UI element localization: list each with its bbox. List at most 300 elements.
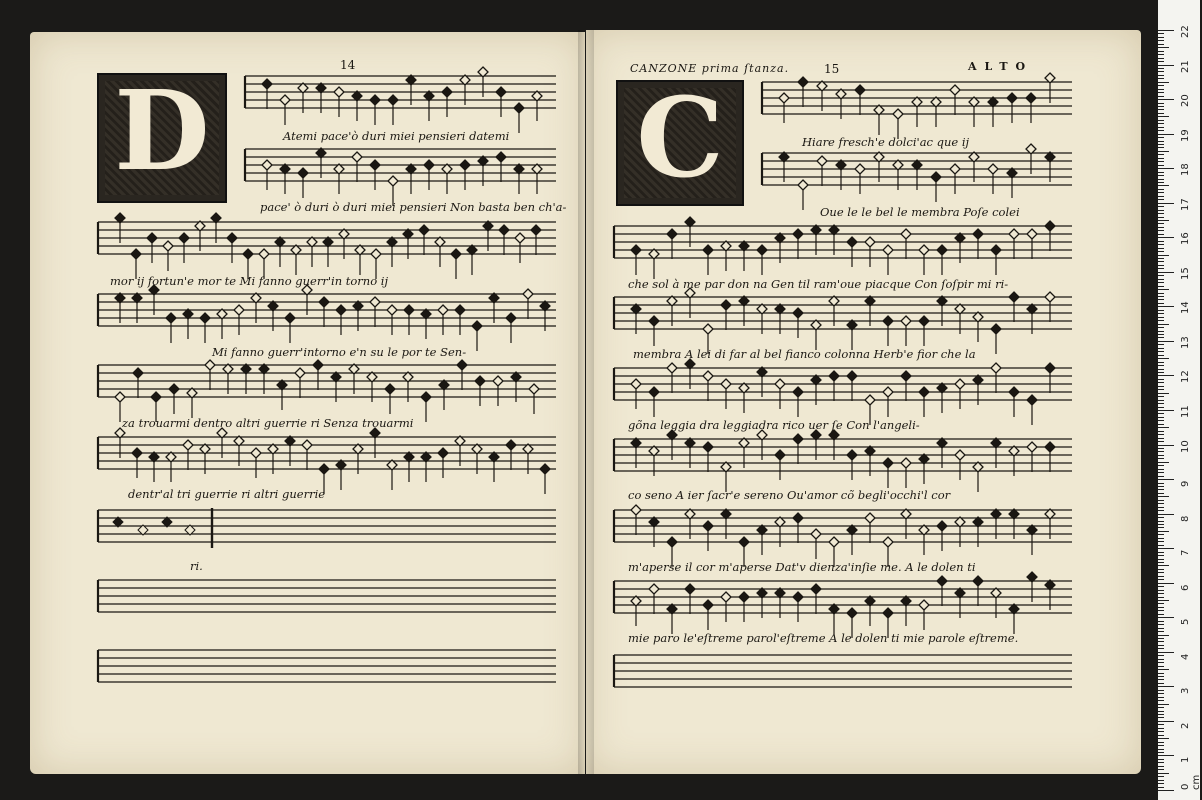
note-head bbox=[319, 297, 329, 307]
ruler-tick bbox=[1158, 68, 1164, 69]
ruler-tick bbox=[1158, 78, 1164, 79]
ruler-number: 3 bbox=[1180, 687, 1191, 695]
ruler-tick bbox=[1158, 559, 1164, 560]
note-head bbox=[703, 442, 713, 452]
ruler-tick bbox=[1158, 237, 1174, 238]
ruler-tick bbox=[1158, 109, 1164, 110]
note-head bbox=[205, 360, 215, 370]
ruler-tick bbox=[1158, 635, 1169, 636]
ruler-tick bbox=[1158, 721, 1174, 722]
ruler-tick bbox=[1158, 621, 1164, 622]
note-head bbox=[847, 608, 857, 618]
left-staff-6 bbox=[98, 428, 556, 494]
ruler-tick bbox=[1158, 261, 1164, 262]
note-head bbox=[955, 379, 965, 389]
left-page-number: 14 bbox=[340, 58, 356, 72]
ruler-tick bbox=[1158, 175, 1164, 176]
ruler-tick bbox=[1158, 351, 1164, 352]
ruler-tick bbox=[1158, 728, 1164, 729]
ruler-tick bbox=[1158, 99, 1174, 100]
ruler-tick bbox=[1158, 738, 1169, 739]
note-head bbox=[531, 225, 541, 235]
ruler-tick bbox=[1158, 348, 1164, 349]
ruler-number: 22 bbox=[1180, 25, 1191, 38]
ruler-tick bbox=[1158, 445, 1174, 446]
note-head bbox=[667, 229, 677, 239]
ruler-tick bbox=[1158, 272, 1174, 273]
ruler-tick bbox=[1158, 365, 1164, 366]
ruler-tick bbox=[1158, 517, 1164, 518]
note-head bbox=[336, 305, 346, 315]
note-head bbox=[540, 464, 550, 474]
ruler-tick bbox=[1158, 472, 1164, 473]
ruler-tick bbox=[1158, 500, 1164, 501]
ruler-tick bbox=[1158, 230, 1164, 231]
ruler-tick bbox=[1158, 206, 1164, 207]
ruler-tick bbox=[1158, 458, 1164, 459]
note-head bbox=[950, 164, 960, 174]
note-head bbox=[475, 376, 485, 386]
ruler-tick bbox=[1158, 690, 1164, 691]
note-head bbox=[991, 324, 1001, 334]
note-head bbox=[387, 305, 397, 315]
note-head bbox=[901, 458, 911, 468]
note-head bbox=[955, 450, 965, 460]
ruler-tick bbox=[1158, 479, 1174, 480]
ruler-tick bbox=[1158, 545, 1164, 546]
ruler-tick bbox=[1158, 144, 1164, 145]
note-head bbox=[901, 316, 911, 326]
note-head bbox=[883, 245, 893, 255]
ruler-tick bbox=[1158, 327, 1164, 328]
ruler-tick bbox=[1158, 358, 1169, 359]
left-staff-2 bbox=[245, 148, 556, 206]
ruler-tick bbox=[1158, 569, 1164, 570]
note-head bbox=[1027, 395, 1037, 405]
ruler-tick bbox=[1158, 521, 1164, 522]
ruler-tick bbox=[1158, 541, 1164, 542]
note-head bbox=[1045, 221, 1055, 231]
ruler-tick bbox=[1158, 303, 1164, 304]
ruler-number: 16 bbox=[1180, 232, 1191, 246]
right-lyric-line-5: gõna leggia dra leggiadra rico uer ſe Con l'angeli- bbox=[628, 418, 920, 432]
note-head bbox=[847, 450, 857, 460]
ruler-tick bbox=[1158, 565, 1169, 566]
initial-letter-c: C bbox=[636, 73, 724, 202]
ruler-tick bbox=[1158, 220, 1169, 221]
note-head bbox=[721, 592, 731, 602]
note-head bbox=[131, 249, 141, 259]
ruler-tick bbox=[1158, 496, 1169, 497]
ruler-tick bbox=[1158, 645, 1164, 646]
note-head bbox=[424, 160, 434, 170]
note-head bbox=[442, 87, 452, 97]
ruler-tick bbox=[1158, 780, 1164, 781]
ruler-tick bbox=[1158, 192, 1164, 193]
right-staff-8 bbox=[614, 572, 1072, 638]
note-head bbox=[883, 458, 893, 468]
note-head bbox=[234, 305, 244, 315]
ruler-tick bbox=[1158, 441, 1164, 442]
note-head bbox=[352, 152, 362, 162]
note-head bbox=[200, 313, 210, 323]
note-head bbox=[721, 379, 731, 389]
note-head bbox=[370, 297, 380, 307]
note-head bbox=[385, 384, 395, 394]
note-head bbox=[703, 600, 713, 610]
note-head bbox=[973, 229, 983, 239]
ruler-tick bbox=[1158, 369, 1164, 370]
ruler-tick bbox=[1158, 686, 1174, 687]
note-head bbox=[649, 316, 659, 326]
ruler-tick bbox=[1158, 141, 1164, 142]
ruler-number: 18 bbox=[1180, 163, 1191, 177]
note-head bbox=[251, 448, 261, 458]
note-head bbox=[1027, 442, 1037, 452]
note-head bbox=[455, 305, 465, 315]
ruler-tick bbox=[1158, 531, 1169, 532]
note-head bbox=[371, 249, 381, 259]
note-head bbox=[649, 387, 659, 397]
ruler-number: 10 bbox=[1180, 439, 1191, 453]
ruler-tick bbox=[1158, 258, 1164, 259]
right-staff-3 bbox=[614, 217, 1072, 279]
ruler-tick bbox=[1158, 607, 1164, 608]
ruler-tick bbox=[1158, 427, 1169, 428]
note-head bbox=[1026, 93, 1036, 103]
note-head bbox=[793, 592, 803, 602]
note-head bbox=[703, 371, 713, 381]
note-head bbox=[811, 584, 821, 594]
ruler-tick bbox=[1158, 317, 1164, 318]
ruler-tick bbox=[1158, 624, 1164, 625]
ruler-tick bbox=[1158, 168, 1174, 169]
ruler-number: 9 bbox=[1180, 480, 1191, 488]
voice-part-label: ALTO bbox=[968, 60, 1034, 73]
ruler-tick bbox=[1158, 711, 1164, 712]
ruler-tick bbox=[1158, 393, 1169, 394]
note-head bbox=[847, 237, 857, 247]
ruler-tick bbox=[1158, 576, 1164, 577]
ruler-tick bbox=[1158, 123, 1164, 124]
ruler-tick bbox=[1158, 324, 1169, 325]
right-lyric-line-6: co seno A ier ſacr'e sereno Ou'amor cõ begli'occhi'l cor bbox=[628, 488, 951, 502]
ruler-tick bbox=[1158, 127, 1164, 128]
ruler-tick bbox=[1158, 210, 1164, 211]
note-head bbox=[919, 600, 929, 610]
note-head bbox=[775, 379, 785, 389]
ruler-tick bbox=[1158, 341, 1174, 342]
ruler-tick bbox=[1158, 548, 1174, 549]
ruler-tick bbox=[1158, 306, 1174, 307]
note-head bbox=[243, 249, 253, 259]
ruler-tick bbox=[1158, 355, 1164, 356]
ruler-tick bbox=[1158, 555, 1164, 556]
note-head bbox=[973, 576, 983, 586]
ruler-tick bbox=[1158, 161, 1164, 162]
ruler-tick bbox=[1158, 275, 1164, 276]
note-head bbox=[667, 363, 677, 373]
ruler-tick bbox=[1158, 514, 1174, 515]
ruler-number: 8 bbox=[1180, 515, 1191, 522]
left-staff-4 bbox=[98, 285, 556, 351]
note-head bbox=[883, 387, 893, 397]
note-head bbox=[855, 164, 865, 174]
note-head bbox=[685, 584, 695, 594]
note-head bbox=[988, 164, 998, 174]
note-head bbox=[901, 371, 911, 381]
note-head bbox=[667, 537, 677, 547]
ruler-tick bbox=[1158, 413, 1164, 414]
ruler-number: 1 bbox=[1180, 757, 1191, 764]
note-head bbox=[419, 225, 429, 235]
note-head bbox=[757, 245, 767, 255]
ruler-tick bbox=[1158, 40, 1164, 41]
ruler-tick bbox=[1158, 299, 1164, 300]
ruler-tick bbox=[1158, 382, 1164, 383]
ruler-tick bbox=[1158, 407, 1164, 408]
left-staff-8 bbox=[98, 580, 556, 612]
ruler-number: 12 bbox=[1180, 370, 1191, 384]
ruler-number: 2 bbox=[1180, 722, 1191, 729]
ruler-tick bbox=[1158, 130, 1164, 131]
right-lyric-line-7: m'aperse il cor m'aperse Dat'v dienza'inſie me. A le dolen ti bbox=[628, 560, 976, 574]
note-head bbox=[133, 368, 143, 378]
right-staff-2 bbox=[762, 144, 1072, 210]
ruler-tick bbox=[1158, 507, 1164, 508]
note-head bbox=[991, 245, 1001, 255]
note-head bbox=[937, 521, 947, 531]
left-lyric-line-7: ri. bbox=[190, 559, 203, 573]
ruler-tick bbox=[1158, 717, 1164, 718]
ruler-tick bbox=[1158, 417, 1164, 418]
note-head bbox=[798, 77, 808, 87]
ruler-tick bbox=[1158, 337, 1164, 338]
ruler-tick bbox=[1158, 538, 1164, 539]
note-head bbox=[631, 379, 641, 389]
ruler-tick bbox=[1158, 469, 1164, 470]
ruler-tick bbox=[1158, 593, 1164, 594]
ruler-tick bbox=[1158, 787, 1164, 788]
ruler-tick bbox=[1158, 489, 1164, 490]
note-head bbox=[370, 160, 380, 170]
note-head bbox=[919, 387, 929, 397]
ruler-tick bbox=[1158, 51, 1164, 52]
ruler-tick bbox=[1158, 679, 1164, 680]
note-head bbox=[147, 233, 157, 243]
left-lyric-line-1: Atemi pace'ò duri miei pensieri datemi bbox=[283, 129, 510, 143]
note-head bbox=[829, 537, 839, 547]
note-head bbox=[421, 392, 431, 402]
right-lyric-line-1: Hiare fresch'e dolci'ac que ij bbox=[802, 135, 970, 149]
note-head bbox=[493, 376, 503, 386]
ruler-tick bbox=[1158, 704, 1169, 705]
note-head bbox=[179, 233, 189, 243]
note-head bbox=[298, 168, 308, 178]
ruler-number: 19 bbox=[1180, 128, 1191, 142]
note-head bbox=[388, 176, 398, 186]
note-head bbox=[451, 249, 461, 259]
ruler-tick bbox=[1158, 790, 1174, 791]
ruler-tick bbox=[1158, 755, 1174, 756]
note-head bbox=[460, 160, 470, 170]
note-head bbox=[865, 395, 875, 405]
ruler-tick bbox=[1158, 172, 1164, 173]
ruler-tick bbox=[1158, 590, 1164, 591]
note-head bbox=[163, 241, 173, 251]
note-head bbox=[991, 363, 1001, 373]
ruler-tick bbox=[1158, 503, 1164, 504]
ruler-tick bbox=[1158, 562, 1164, 563]
ruler-tick bbox=[1158, 552, 1164, 553]
note-head bbox=[169, 384, 179, 394]
ruler-tick bbox=[1158, 455, 1164, 456]
ruler-number: 17 bbox=[1180, 197, 1191, 211]
ruler-tick bbox=[1158, 362, 1164, 363]
ruler-tick bbox=[1158, 85, 1164, 86]
ruler-tick bbox=[1158, 669, 1169, 670]
ruler-tick bbox=[1158, 451, 1164, 452]
ruler-tick bbox=[1158, 255, 1169, 256]
ruler-tick bbox=[1158, 375, 1174, 376]
ruler-tick bbox=[1158, 724, 1164, 725]
ruler-tick bbox=[1158, 683, 1164, 684]
note-head bbox=[883, 537, 893, 547]
ruler-tick bbox=[1158, 89, 1164, 90]
note-head bbox=[1045, 292, 1055, 302]
note-head bbox=[132, 448, 142, 458]
ruler-zero-label: 0 cm bbox=[1180, 774, 1202, 790]
note-head bbox=[285, 313, 295, 323]
note-head bbox=[919, 316, 929, 326]
ruler-number: 13 bbox=[1180, 336, 1191, 349]
right-staff-9 bbox=[614, 655, 1072, 687]
ruler-tick bbox=[1158, 289, 1169, 290]
ruler-tick bbox=[1158, 58, 1164, 59]
ruler-tick bbox=[1158, 33, 1164, 34]
note-head bbox=[496, 152, 506, 162]
ruler-tick bbox=[1158, 185, 1169, 186]
ruler-tick bbox=[1158, 628, 1164, 629]
ruler-tick bbox=[1158, 731, 1164, 732]
ruler-tick bbox=[1158, 617, 1174, 618]
ruler-tick bbox=[1158, 37, 1164, 38]
ruler-tick bbox=[1158, 783, 1164, 784]
note-head bbox=[388, 95, 398, 105]
ruler-tick bbox=[1158, 223, 1164, 224]
ruler-tick bbox=[1158, 707, 1164, 708]
note-head bbox=[631, 505, 641, 515]
ruler-tick bbox=[1158, 572, 1164, 573]
ruler-tick bbox=[1158, 396, 1164, 397]
note-head bbox=[313, 360, 323, 370]
ruler-tick bbox=[1158, 234, 1164, 235]
ruler-tick bbox=[1158, 483, 1164, 484]
ruler-tick bbox=[1158, 476, 1164, 477]
right-staff-5 bbox=[614, 359, 1072, 425]
note-head bbox=[370, 95, 380, 105]
ruler-tick bbox=[1158, 151, 1169, 152]
ruler-tick bbox=[1158, 268, 1164, 269]
ruler-tick bbox=[1158, 648, 1164, 649]
note-head bbox=[295, 368, 305, 378]
ruler-tick bbox=[1158, 400, 1164, 401]
ruler-tick bbox=[1158, 524, 1164, 525]
right-lyric-line-8: mie paro le'eſtreme parol'eſtreme A le dolen ti mie parole eſtreme. bbox=[628, 631, 1019, 645]
ruler-tick bbox=[1158, 597, 1164, 598]
note-head bbox=[515, 233, 525, 243]
note-head bbox=[937, 245, 947, 255]
note-head bbox=[793, 387, 803, 397]
note-head bbox=[847, 371, 857, 381]
ruler-tick bbox=[1158, 662, 1164, 663]
note-head bbox=[721, 300, 731, 310]
right-lyric-line-4: membra A lei di far al bel fianco colonna Herb'e fior che la bbox=[633, 347, 976, 361]
ruler-tick bbox=[1158, 586, 1164, 587]
note-head bbox=[937, 576, 947, 586]
note-head bbox=[793, 513, 803, 523]
ruler-number: 5 bbox=[1180, 618, 1191, 626]
right-page-header: CANZONE prima ſtanza. bbox=[630, 62, 790, 75]
ruler-tick bbox=[1158, 251, 1164, 252]
ruler-tick bbox=[1158, 465, 1164, 466]
ruler-tick bbox=[1158, 735, 1164, 736]
ruler-tick bbox=[1158, 61, 1164, 62]
ruler-tick bbox=[1158, 203, 1174, 204]
ruler-tick bbox=[1158, 641, 1164, 642]
note-head bbox=[793, 308, 803, 318]
ruler-tick bbox=[1158, 462, 1169, 463]
ruler-tick bbox=[1158, 389, 1164, 390]
note-head bbox=[166, 313, 176, 323]
left-staff-5 bbox=[98, 360, 556, 422]
ruler-tick bbox=[1158, 137, 1164, 138]
note-head bbox=[793, 434, 803, 444]
note-head bbox=[227, 233, 237, 243]
note-head bbox=[739, 537, 749, 547]
ruler-tick bbox=[1158, 182, 1164, 183]
ruler-tick bbox=[1158, 766, 1164, 767]
note-head bbox=[855, 85, 865, 95]
ruler-number: 20 bbox=[1180, 94, 1191, 108]
right-staff-1 bbox=[762, 73, 1072, 139]
ruler-tick bbox=[1158, 752, 1164, 753]
ruler-tick bbox=[1158, 92, 1164, 93]
ruler-number: 14 bbox=[1180, 301, 1191, 315]
ruler-tick bbox=[1158, 424, 1164, 425]
note-head bbox=[496, 87, 506, 97]
ruler-tick bbox=[1158, 248, 1164, 249]
ruler-number: 6 bbox=[1180, 584, 1191, 591]
ruler-tick bbox=[1158, 486, 1164, 487]
ruler-tick bbox=[1158, 199, 1164, 200]
right-staff-6 bbox=[614, 430, 1072, 492]
ruler-tick bbox=[1158, 420, 1164, 421]
note-head bbox=[865, 237, 875, 247]
ruler-tick bbox=[1158, 344, 1164, 345]
note-head bbox=[649, 584, 659, 594]
note-head bbox=[302, 440, 312, 450]
right-staff-4 bbox=[614, 288, 1072, 354]
note-head bbox=[931, 172, 941, 182]
ruler-tick bbox=[1158, 196, 1164, 197]
left-lyric-line-2: pace' ò duri ò duri miei pensieri Non basta ben ch'a- bbox=[260, 200, 567, 214]
note-head bbox=[1009, 292, 1019, 302]
note-head bbox=[817, 156, 827, 166]
ruler-tick bbox=[1158, 655, 1164, 656]
ruler-tick bbox=[1158, 279, 1164, 280]
ruler-tick bbox=[1158, 603, 1164, 604]
